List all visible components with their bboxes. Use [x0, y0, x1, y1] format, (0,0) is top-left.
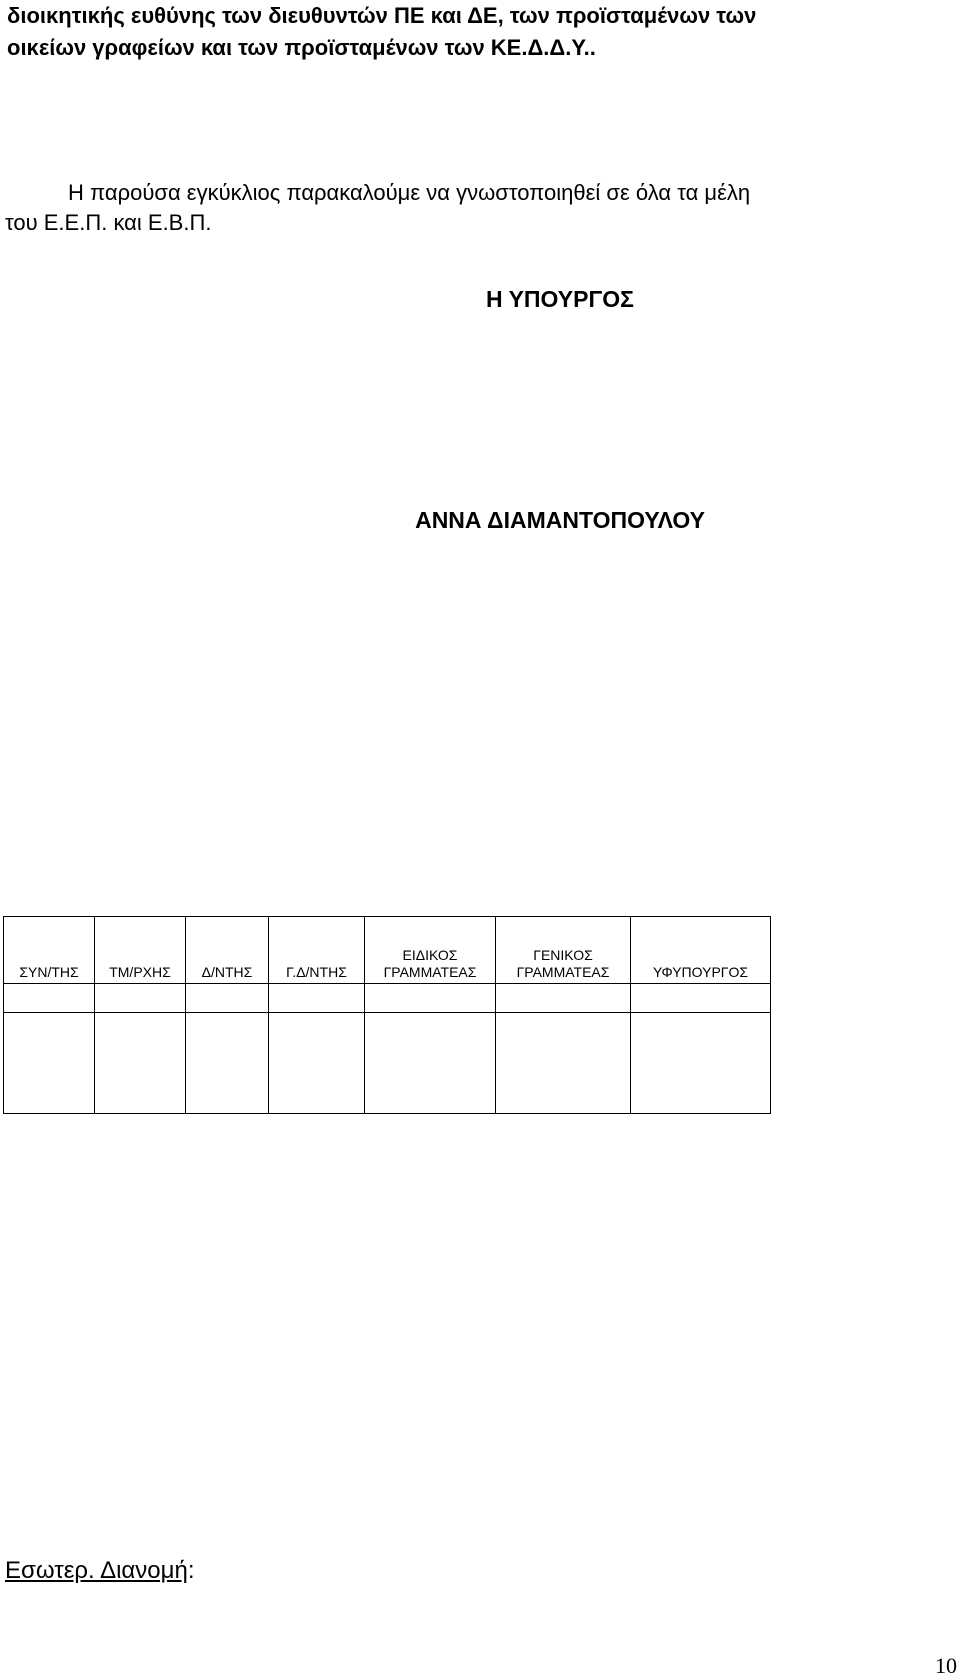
paragraph-line-2: του Ε.Ε.Π. και Ε.Β.Π. — [5, 210, 212, 235]
signoff-signature-cell — [95, 1013, 186, 1114]
signoff-signature-row — [4, 1013, 771, 1114]
page-number: 10 — [935, 1653, 957, 1678]
signoff-header-row — [4, 917, 771, 984]
signoff-spacer-row — [4, 984, 771, 1013]
intro-line-1: διοικητικής ευθύνης των διευθυντών ΠΕ και ΔΕ, των προϊσταμένων των — [7, 3, 757, 28]
distribution-colon: : — [187, 1557, 195, 1584]
signoff-header-cell: ΓΕΝΙΚΟΣ ΓΡΑΜΜΑΤΕΑΣ — [496, 917, 631, 984]
signoff-header-cell: ΤΜ/ΡΧΗΣ — [95, 917, 186, 984]
signoff-header-cell: ΣΥΝ/ΤΗΣ — [4, 917, 95, 984]
signoff-signature-cell — [186, 1013, 269, 1114]
signoff-header-cell: Γ.Δ/ΝΤΗΣ — [269, 917, 365, 984]
signoff-spacer-cell — [269, 984, 365, 1013]
signoff-signature-cell — [496, 1013, 631, 1114]
signoff-signature-cell — [631, 1013, 771, 1114]
signoff-spacer-cell — [631, 984, 771, 1013]
signoff-header-cell: Δ/ΝΤΗΣ — [186, 917, 269, 984]
signoff-spacer-cell — [365, 984, 496, 1013]
signoff-spacer-cell — [496, 984, 631, 1013]
signoff-header-cell: ΕΙΔΙΚΟΣ ΓΡΑΜΜΑΤΕΑΣ — [365, 917, 496, 984]
signoff-spacer-cell — [4, 984, 95, 1013]
signoff-spacer-cell — [186, 984, 269, 1013]
intro-line-2: οικείων γραφείων και των προϊσταμένων των ΚΕ.Δ.Δ.Υ.. — [7, 35, 596, 60]
paragraph-line-1: Η παρούσα εγκύκλιος παρακαλούμε να γνωστοποιηθεί σε όλα τα μέλη — [68, 180, 751, 205]
signoff-signature-cell — [365, 1013, 496, 1114]
signoff-signature-cell — [4, 1013, 95, 1114]
signoff-spacer-cell — [95, 984, 186, 1013]
signoff-signature-cell — [269, 1013, 365, 1114]
signature-name: ΑΝΝΑ ΔΙΑΜΑΝΤΟΠΟΥΛΟΥ — [415, 507, 705, 533]
signoff-table — [3, 916, 771, 1114]
signature-title: Η ΥΠΟΥΡΓΟΣ — [486, 286, 634, 312]
distribution-label: Εσωτερ. Διανομή — [5, 1557, 188, 1584]
distribution-heading — [5, 1559, 195, 1583]
signoff-header-cell: ΥΦΥΠΟΥΡΓΟΣ — [631, 917, 771, 984]
